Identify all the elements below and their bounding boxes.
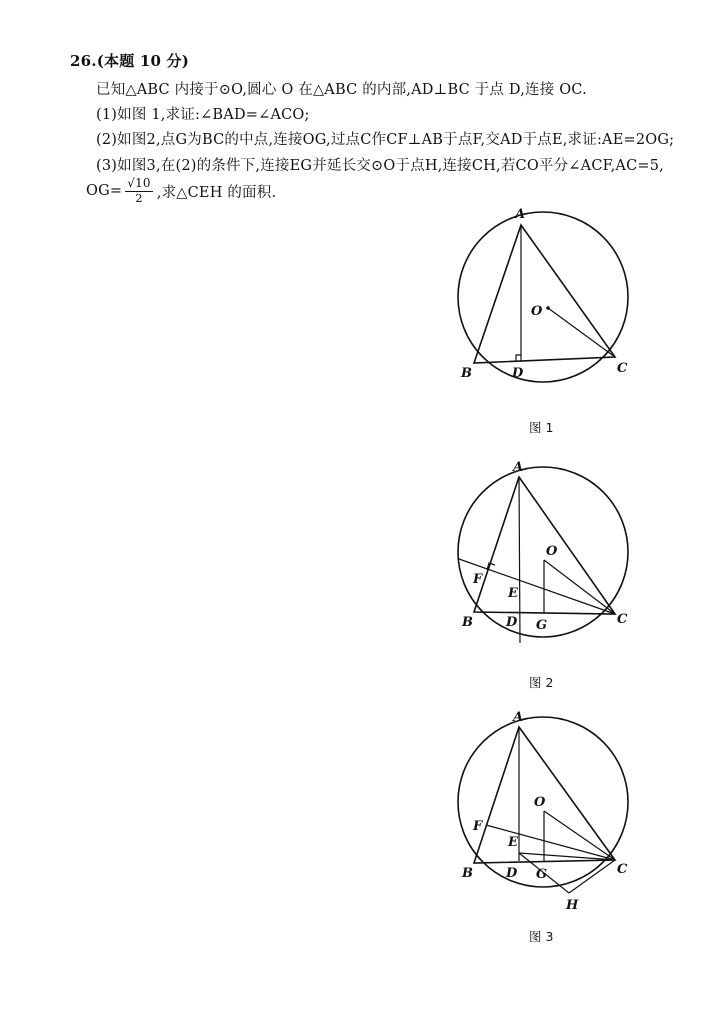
figure-1 — [445, 200, 645, 440]
label-o: O — [546, 544, 558, 559]
problem-part-1: (1)如图 1,求证:∠BAD=∠ACO; — [96, 107, 310, 123]
figure-1-caption: 图 1 — [529, 420, 554, 435]
problem-part-3-line-2 — [86, 177, 276, 205]
problem-part-2: (2)如图2,点G为BC的中点,连接OG,过点C作CF⊥AB于点F,交AD于点E,求证:AE=2OG; — [96, 132, 675, 148]
problem-title: 26.(本题 10 分) — [70, 52, 190, 70]
right-angle-mark — [516, 355, 521, 361]
figure-2 — [445, 455, 645, 695]
label-h: H — [566, 898, 579, 913]
fraction-numerator: √10 — [127, 176, 151, 190]
label-d: D — [506, 615, 518, 630]
figure-2-caption: 图 2 — [529, 675, 554, 690]
label-b: B — [462, 615, 473, 630]
label-b: B — [462, 866, 473, 881]
center-dot — [546, 306, 550, 310]
altitude-ad — [519, 477, 520, 643]
label-c: C — [617, 361, 628, 376]
segment-ch — [569, 860, 615, 893]
label-e: E — [508, 835, 518, 850]
segment-oc — [544, 811, 615, 860]
circle-o — [458, 212, 628, 382]
label-d: D — [506, 866, 518, 881]
label-f: F — [473, 819, 483, 834]
label-d: D — [512, 366, 524, 381]
og-fraction — [125, 177, 153, 205]
og-label: OG= — [86, 183, 123, 199]
figure-1-diagram — [445, 200, 645, 400]
label-f: F — [473, 572, 483, 587]
problem-part-3-line-1: (3)如图3,在(2)的条件下,连接EG并延长交⊙O于点H,连接CH,若CO平分∠ACF,AC=5, — [96, 158, 664, 174]
label-c: C — [617, 612, 628, 627]
label-a: A — [515, 207, 526, 222]
label-a: A — [513, 460, 524, 475]
figure-3-caption: 图 3 — [529, 929, 554, 944]
problem-intro: 已知△ABC 内接于⊙O,圆心 O 在△ABC 的内部,AD⊥BC 于点 D,连接 OC. — [96, 82, 587, 98]
label-a: A — [513, 710, 524, 725]
label-g: G — [536, 867, 548, 882]
label-e: E — [508, 586, 518, 601]
label-b: B — [461, 366, 472, 381]
label-o: O — [531, 304, 543, 319]
label-c: C — [617, 862, 628, 877]
triangle-abc — [474, 225, 615, 363]
segment-oc — [548, 308, 615, 357]
label-g: G — [536, 618, 548, 633]
part-3-question: ,求△CEH 的面积. — [156, 184, 277, 201]
figure-3-diagram — [445, 705, 645, 913]
figure-3 — [445, 705, 645, 945]
figure-2-diagram — [445, 455, 645, 655]
segment-oc — [544, 560, 615, 614]
label-o: O — [534, 795, 546, 810]
fraction-denominator: 2 — [135, 190, 143, 205]
